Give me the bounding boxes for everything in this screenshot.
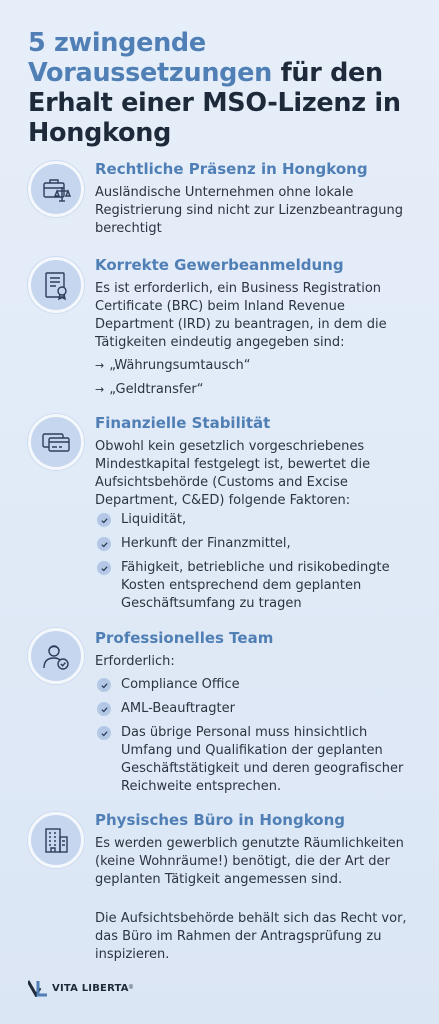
arrow-right-icon: → [95, 359, 105, 372]
check-icon [97, 537, 111, 551]
list-item: Liquidität, [97, 511, 415, 529]
logo-registered-mark: ® [128, 985, 134, 991]
check-icon [97, 678, 111, 692]
list-item: Compliance Office [97, 676, 415, 694]
section-text-business-registration: Es ist erforderlich, ein Business Registration Certificate (BRC) beim Inland Revenue Department (IRD) zu beantragen, in dem die Tätigkeiten eindeutig angegeben sind: [95, 281, 387, 350]
section-title-physical-office: Physisches Büro in Hongkong [95, 811, 345, 829]
list-item: → „Geldtransfer“ [95, 382, 204, 397]
arrow-right-icon: → [95, 383, 105, 396]
list-item: AML-Beauftragter [97, 700, 415, 718]
vita-liberta-logo-icon [28, 979, 48, 997]
page-title [28, 28, 418, 148]
office-building-icon [28, 812, 84, 868]
section-text-physical-office-2: Die Aufsichtsbehörde behält sich das Recht vor, das Büro im Rahmen der Antragsprüfung zu inspizieren. [95, 911, 407, 962]
title-accent: 5 zwingende Voraussetzungen [28, 28, 272, 88]
list-item: → „Währungsumtausch“ [95, 358, 251, 373]
title-rest: für den Erhalt einer MSO-Lizenz in Hongkong [28, 58, 401, 148]
section-text-physical-office: Es werden gewerblich genutzte Räumlichkeiten (keine Wohnräume!) benötigt, die der Art der geplanten Tätigkeit angemessen sind. [95, 836, 404, 887]
vita-liberta-logo [28, 979, 133, 997]
section-title-professional-team: Professionelles Team [95, 629, 274, 647]
section-text-professional-team: Erforderlich: [95, 654, 175, 669]
section-title-business-registration: Korrekte Gewerbeanmeldung [95, 256, 344, 274]
certificate-document-icon [28, 257, 84, 313]
check-icon [97, 726, 111, 740]
check-icon [97, 702, 111, 716]
section-text-legal-presence: Ausländische Unternehmen ohne lokale Registrierung sind nicht zur Lizenzbeantragung berechtigt [95, 185, 403, 236]
section-title-legal-presence: Rechtliche Präsenz in Hongkong [95, 160, 368, 178]
logo-text: VITA LIBERTA [52, 982, 129, 994]
list-item: Das übrige Personal muss hinsichtlich Umfang und Qualifikation der geplanten Geschäftstätigkeit und deren geografischer Reichweite entsprechen. [97, 724, 415, 796]
list-item: Fähigkeit, betriebliche und risikobedingte Kosten entsprechend dem geplanten Geschäftsumfang zu tragen [97, 559, 415, 613]
check-icon [97, 513, 111, 527]
professional-person-icon [28, 628, 84, 684]
section-text-financial-stability: Obwohl kein gesetzlich vorgeschriebenes Mindestkapital festgelegt ist, bewertet die Aufsichtsbehörde (Customs and Excise Department, C&ED) folgende Faktoren: [95, 439, 371, 508]
check-icon [97, 561, 111, 575]
section-title-financial-stability: Finanzielle Stabilität [95, 414, 271, 432]
credit-cards-icon [28, 414, 84, 470]
briefcase-scales-icon [28, 161, 84, 217]
list-item: Herkunft der Finanzmittel, [97, 535, 415, 553]
